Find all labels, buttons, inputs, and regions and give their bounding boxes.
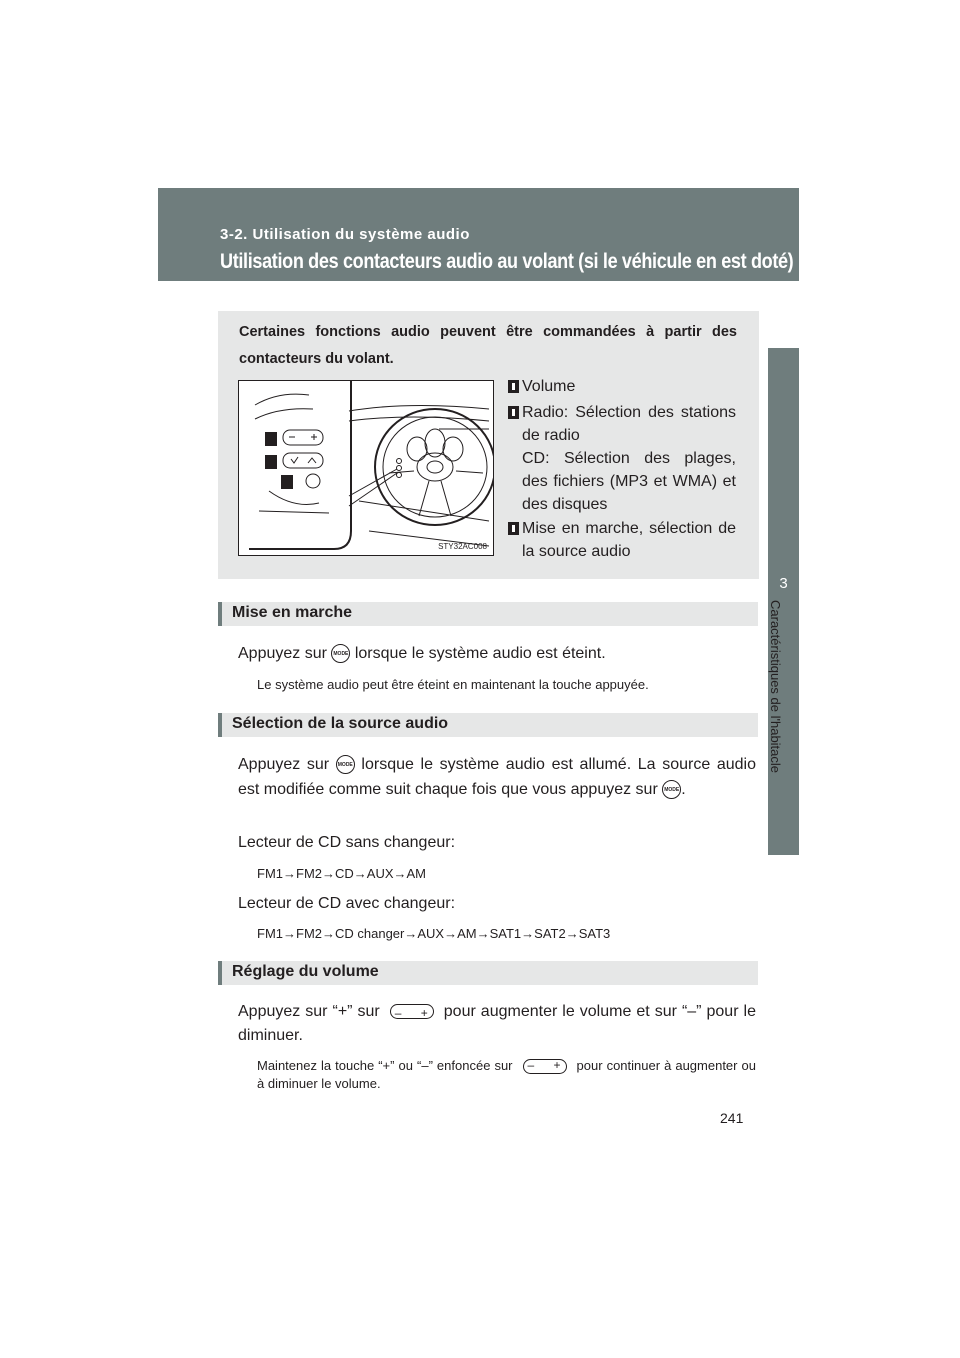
- no-changer-sequence: FM1→FM2→CD→AUX→AM: [257, 866, 427, 881]
- legend-item-3: Mise en marche, sélection de la source audio: [508, 517, 736, 563]
- power-instruction: Appuyez sur MODE lorsque le système audio est éteint.: [238, 645, 606, 662]
- volume-instruction: Appuyez sur “+” sur– + pour augmenter le volume et sur “–” pour le diminuer.: [238, 1000, 756, 1048]
- steering-wheel-illustration: [238, 380, 494, 556]
- volume-note: Maintenez la touche “+” ou “–” enfoncée sur– + pour continuer à augmenter ou à diminuer le volume.: [257, 1057, 756, 1093]
- chapter-number: 3: [779, 575, 788, 592]
- section-heading-volume: Réglage du volume: [218, 961, 758, 985]
- mode-button-icon: MODE: [331, 644, 350, 663]
- section-label: 3-2. Utilisation du système audio: [220, 226, 470, 243]
- steering-wheel-drawing: [239, 381, 493, 555]
- no-changer-label: Lecteur de CD sans changeur:: [238, 834, 456, 851]
- legend-item-1: Volume: [508, 375, 736, 398]
- volume-switch-icon: [523, 1059, 567, 1074]
- marker-2-icon: [508, 406, 519, 419]
- legend-item-2-cd: CD: Sélection des plages, des fichiers (MP3 et WMA) et des disques: [522, 450, 736, 513]
- chapter-tab-label: Caractéristiques de l'habitacle: [768, 600, 783, 774]
- source-instruction: Appuyez sur MODE lorsque le système audio est allumé. La source audio est modifiée comme suit chaque fois que vous appuyez sur MODE .: [238, 756, 756, 798]
- page-number: 241: [720, 1110, 744, 1126]
- power-note: Le système audio peut être éteint en maintenant la touche appuyée.: [257, 677, 649, 692]
- marker-3-icon: [508, 522, 519, 535]
- section-heading-power: Mise en marche: [218, 602, 758, 626]
- marker-1-icon: [508, 380, 519, 393]
- changer-label: Lecteur de CD avec changeur:: [238, 895, 456, 912]
- changer-sequence: FM1→FM2→CD changer→AUX→AM→SAT1→SAT2→SAT3: [257, 926, 611, 941]
- page-title: Utilisation des contacteurs audio au volant (si le véhicule en est doté): [220, 250, 794, 273]
- legend-item-2: Radio: Sélection des stations de radio: [508, 401, 736, 447]
- mode-button-icon: MODE: [336, 755, 355, 774]
- intro-text: Certaines fonctions audio peuvent être commandées à partir des contacteurs du volant.: [239, 324, 737, 367]
- section-heading-source: Sélection de la source audio: [218, 713, 758, 737]
- illustration-code: STY32AC008: [438, 542, 487, 551]
- volume-switch-icon: [390, 1004, 434, 1019]
- mode-button-icon: MODE: [662, 780, 681, 799]
